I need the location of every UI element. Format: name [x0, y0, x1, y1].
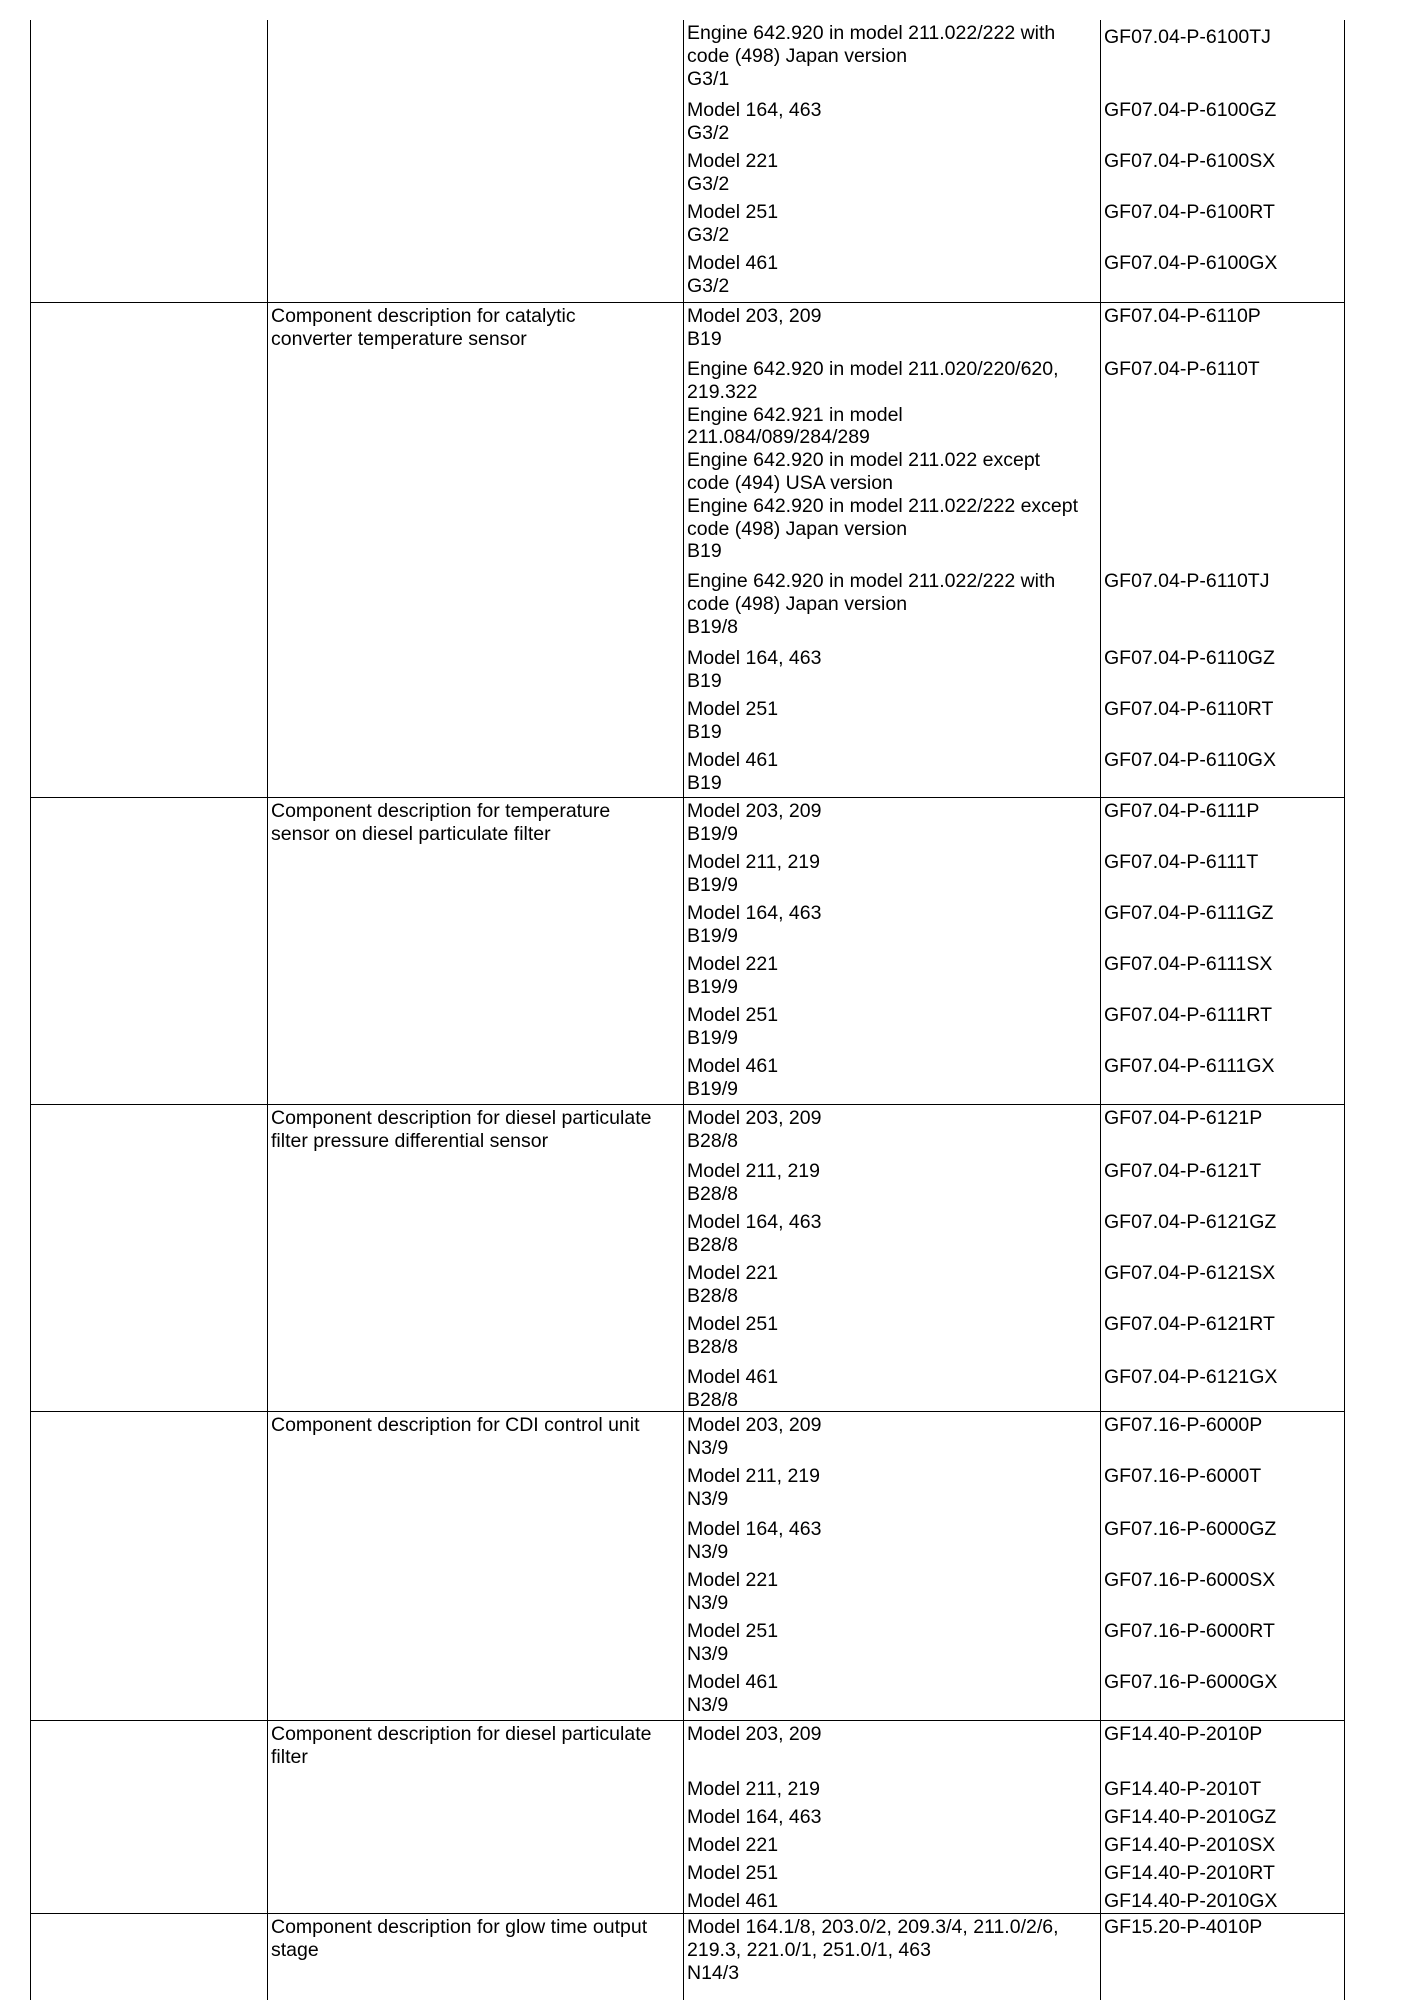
- model-line: code (498) Japan version: [687, 44, 908, 67]
- document-number: GF07.16-P-6000GX: [1104, 1671, 1278, 1693]
- component-description: converter temperature sensor: [271, 327, 527, 350]
- model-line: Model 221: [687, 1569, 779, 1591]
- component-description: Component description for diesel particulate: [271, 1107, 652, 1129]
- document-number: GF07.04-P-6121GZ: [1104, 1211, 1277, 1233]
- model-line: Model 251: [687, 1004, 779, 1026]
- model-line: Engine 642.921 in model: [687, 403, 903, 426]
- column-divider: [1344, 20, 1345, 2000]
- document-number: GF07.04-P-6100TJ: [1104, 26, 1271, 48]
- document-number: GF07.16-P-6000GZ: [1104, 1518, 1277, 1540]
- model-line: Model 461: [687, 1055, 779, 1077]
- model-line: Model 164, 463: [687, 902, 822, 924]
- model-line: B28/8: [687, 1388, 738, 1411]
- model-line: N3/9: [687, 1540, 729, 1563]
- model-line: B19: [687, 327, 722, 350]
- model-line: Model 203, 209: [687, 800, 822, 822]
- document-number: GF07.04-P-6100GX: [1104, 252, 1278, 274]
- component-description: Component description for temperature: [271, 800, 611, 822]
- model-line: B19/9: [687, 924, 738, 947]
- model-line: B19/9: [687, 1077, 738, 1100]
- model-line: Model 164, 463: [687, 1518, 822, 1540]
- document-number: GF07.16-P-6000P: [1104, 1414, 1263, 1436]
- document-number: GF07.04-P-6110GZ: [1104, 647, 1275, 669]
- model-line: code (498) Japan version: [687, 592, 908, 615]
- model-line: B19/9: [687, 873, 738, 896]
- column-divider: [683, 20, 684, 2000]
- model-line: G3/2: [687, 274, 730, 297]
- document-number: GF07.16-P-6000SX: [1104, 1569, 1276, 1591]
- document-number: GF07.04-P-6121RT: [1104, 1313, 1275, 1335]
- group-divider: [30, 797, 1345, 798]
- document-number: GF07.04-P-6111SX: [1104, 953, 1273, 975]
- model-line: Model 164, 463: [687, 647, 822, 669]
- column-divider: [1100, 20, 1101, 2000]
- model-line: Model 251: [687, 1862, 779, 1884]
- column-divider: [30, 20, 31, 2000]
- model-line: Model 251: [687, 201, 779, 223]
- model-line: Model 164, 463: [687, 1806, 822, 1828]
- group-divider: [30, 1411, 1345, 1412]
- document-number: GF07.04-P-6111RT: [1104, 1004, 1272, 1026]
- document-number: GF07.04-P-6110T: [1104, 358, 1260, 380]
- component-description: Component description for catalytic: [271, 305, 576, 327]
- model-line: N3/9: [687, 1436, 729, 1459]
- model-line: B28/8: [687, 1182, 738, 1205]
- model-line: code (498) Japan version: [687, 517, 908, 540]
- column-divider: [267, 20, 268, 2000]
- document-number: GF07.16-P-6000T: [1104, 1465, 1262, 1487]
- model-line: Engine 642.920 in model 211.022/222 except: [687, 494, 1079, 517]
- model-line: 219.3, 221.0/1, 251.0/1, 463: [687, 1938, 931, 1961]
- model-line: Model 211, 219: [687, 1465, 820, 1487]
- model-line: Model 251: [687, 698, 779, 720]
- model-line: N3/9: [687, 1591, 729, 1614]
- model-line: Model 164, 463: [687, 99, 822, 121]
- model-line: B19: [687, 669, 722, 692]
- document-number: GF14.40-P-2010GZ: [1104, 1806, 1277, 1828]
- model-line: Model 203, 209: [687, 305, 822, 327]
- model-line: N14/3: [687, 1961, 740, 1984]
- component-description: filter: [271, 1745, 308, 1768]
- model-line: B28/8: [687, 1129, 738, 1152]
- model-line: Model 251: [687, 1620, 779, 1642]
- model-line: Model 251: [687, 1313, 779, 1335]
- document-number: GF07.04-P-6100SX: [1104, 150, 1276, 172]
- document-number: GF07.04-P-6100GZ: [1104, 99, 1277, 121]
- model-line: Model 164.1/8, 203.0/2, 209.3/4, 211.0/2/6,: [687, 1916, 1059, 1938]
- model-line: B19/8: [687, 615, 738, 638]
- model-line: Engine 642.920 in model 211.022 except: [687, 449, 1041, 472]
- model-line: Model 211, 219: [687, 1160, 820, 1182]
- group-divider: [30, 1104, 1345, 1105]
- model-line: 219.322: [687, 380, 758, 403]
- model-line: B19: [687, 720, 722, 743]
- model-line: N3/9: [687, 1487, 729, 1510]
- document-number: GF07.04-P-6121GX: [1104, 1366, 1278, 1388]
- group-divider: [30, 1913, 1345, 1914]
- model-line: B28/8: [687, 1233, 738, 1256]
- model-line: Engine 642.920 in model 211.022/222 with: [687, 22, 1056, 44]
- document-number: GF07.04-P-6111GX: [1104, 1055, 1275, 1077]
- model-line: Model 461: [687, 1366, 779, 1388]
- model-line: Model 211, 219: [687, 851, 820, 873]
- document-number: GF07.04-P-6121T: [1104, 1160, 1262, 1182]
- model-line: 211.084/089/284/289: [687, 426, 870, 449]
- model-line: B19/9: [687, 1026, 738, 1049]
- document-number: GF07.04-P-6111GZ: [1104, 902, 1274, 924]
- model-line: Model 221: [687, 1834, 779, 1856]
- model-line: Model 461: [687, 1671, 779, 1693]
- model-line: B19: [687, 771, 722, 794]
- document-number: GF07.04-P-6110GX: [1104, 749, 1276, 771]
- component-description: Component description for diesel particulate: [271, 1723, 652, 1745]
- document-number: GF07.04-P-6100RT: [1104, 201, 1275, 223]
- model-line: Model 221: [687, 1262, 779, 1284]
- group-divider: [30, 1720, 1345, 1721]
- document-number: GF07.04-P-6110P: [1104, 305, 1261, 327]
- model-line: B19/9: [687, 822, 738, 845]
- component-description: stage: [271, 1938, 319, 1961]
- model-line: Engine 642.920 in model 211.020/220/620,: [687, 358, 1059, 380]
- model-line: B28/8: [687, 1284, 738, 1307]
- model-line: Model 203, 209: [687, 1723, 822, 1745]
- model-line: Engine 642.920 in model 211.022/222 with: [687, 570, 1056, 592]
- model-line: G3/1: [687, 67, 730, 90]
- document-number: GF14.40-P-2010SX: [1104, 1834, 1276, 1856]
- model-line: N3/9: [687, 1693, 729, 1716]
- component-description: sensor on diesel particulate filter: [271, 822, 551, 845]
- document-number: GF15.20-P-4010P: [1104, 1916, 1263, 1938]
- group-divider: [30, 302, 1345, 303]
- model-line: Model 211, 219: [687, 1778, 820, 1800]
- document-number: GF07.04-P-6111P: [1104, 800, 1260, 822]
- model-line: Model 461: [687, 749, 779, 771]
- model-line: code (494) USA version: [687, 472, 893, 494]
- model-line: B28/8: [687, 1335, 738, 1358]
- document-number: GF07.04-P-6110TJ: [1104, 570, 1270, 592]
- model-line: N3/9: [687, 1642, 729, 1665]
- model-line: Model 203, 209: [687, 1414, 822, 1436]
- model-line: Model 461: [687, 1890, 779, 1912]
- model-line: Model 221: [687, 150, 779, 172]
- document-number: GF07.04-P-6121SX: [1104, 1262, 1276, 1284]
- model-line: G3/2: [687, 223, 730, 246]
- model-line: G3/2: [687, 121, 730, 144]
- document-number: GF07.16-P-6000RT: [1104, 1620, 1275, 1642]
- model-line: B19/9: [687, 975, 738, 998]
- model-line: Model 461: [687, 252, 779, 274]
- document-number: GF07.04-P-6121P: [1104, 1107, 1263, 1129]
- component-description: Component description for CDI control unit: [271, 1414, 640, 1436]
- document-number: GF14.40-P-2010GX: [1104, 1890, 1278, 1912]
- model-line: Model 164, 463: [687, 1211, 822, 1233]
- component-description: filter pressure differential sensor: [271, 1129, 549, 1152]
- document-number: GF07.04-P-6110RT: [1104, 698, 1274, 720]
- document-number: GF14.40-P-2010P: [1104, 1723, 1263, 1745]
- model-line: G3/2: [687, 172, 730, 195]
- document-number: GF14.40-P-2010RT: [1104, 1862, 1275, 1884]
- document-number: GF14.40-P-2010T: [1104, 1778, 1262, 1800]
- model-line: Model 221: [687, 953, 779, 975]
- model-line: Model 203, 209: [687, 1107, 822, 1129]
- document-number: GF07.04-P-6111T: [1104, 851, 1259, 873]
- component-description: Component description for glow time output: [271, 1916, 648, 1938]
- model-line: B19: [687, 540, 722, 563]
